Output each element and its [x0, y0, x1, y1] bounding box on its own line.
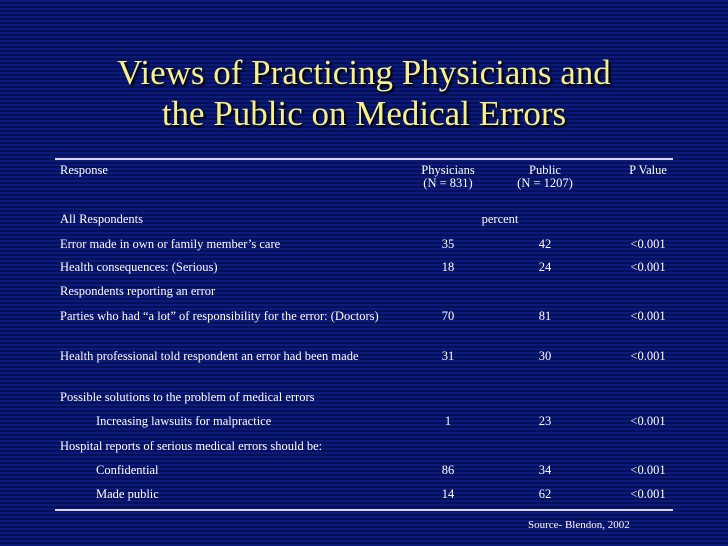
row-label: Increasing lawsuits for malpractice — [96, 414, 272, 428]
source-citation: Source- Blendon, 2002 — [528, 519, 630, 531]
slide-title-line-2: the Public on Medical Errors — [161, 94, 567, 133]
row-label: Health consequences: (Serious) — [60, 260, 218, 274]
header-physicians-n: (N = 831) — [423, 176, 473, 190]
physicians-value: 70 — [441, 309, 455, 323]
header-physicians: Physicians — [421, 163, 475, 177]
header-public: Public — [529, 163, 561, 177]
all-respondents-label: All Respondents — [60, 212, 143, 226]
pvalue-value: <0.001 — [630, 487, 666, 501]
slide-title-line-1: Views of Practicing Physicians and — [117, 53, 611, 92]
public-value: 81 — [538, 309, 552, 323]
row-label: Health professional told respondent an error had been made — [60, 349, 359, 363]
public-value: 30 — [538, 349, 552, 363]
row-label: Parties who had “a lot” of responsibility for the error: (Doctors) — [60, 309, 379, 323]
section-label: Possible solutions to the problem of medical errors — [60, 390, 315, 404]
unit-label: percent — [481, 212, 519, 226]
table-top-rule — [55, 158, 673, 160]
physicians-value: 86 — [441, 463, 455, 477]
row-label: Made public — [96, 487, 159, 501]
physicians-value: 31 — [441, 349, 455, 363]
pvalue-value: <0.001 — [630, 414, 666, 428]
public-value: 62 — [538, 487, 552, 501]
slide-title — [0, 52, 728, 134]
pvalue-value: <0.001 — [630, 463, 666, 477]
header-public-n: (N = 1207) — [517, 176, 573, 190]
pvalue-value: <0.001 — [630, 237, 666, 251]
public-value: 42 — [538, 237, 552, 251]
public-value: 34 — [538, 463, 552, 477]
physicians-value: 35 — [441, 237, 455, 251]
row-label: Error made in own or family member’s care — [60, 237, 281, 251]
pvalue-value: <0.001 — [630, 309, 666, 323]
row-label: Confidential — [96, 463, 159, 477]
physicians-value: 14 — [441, 487, 455, 501]
table-bottom-rule — [55, 509, 673, 511]
pvalue-value: <0.001 — [630, 349, 666, 363]
header-response: Response — [60, 163, 108, 177]
section-label: Respondents reporting an error — [60, 284, 216, 298]
header-pvalue: P Value — [629, 163, 667, 177]
pvalue-value: <0.001 — [630, 260, 666, 274]
public-value: 23 — [538, 414, 552, 428]
public-value: 24 — [538, 260, 552, 274]
section-label: Hospital reports of serious medical errors should be: — [60, 439, 323, 453]
physicians-value: 1 — [444, 414, 452, 428]
physicians-value: 18 — [441, 260, 455, 274]
